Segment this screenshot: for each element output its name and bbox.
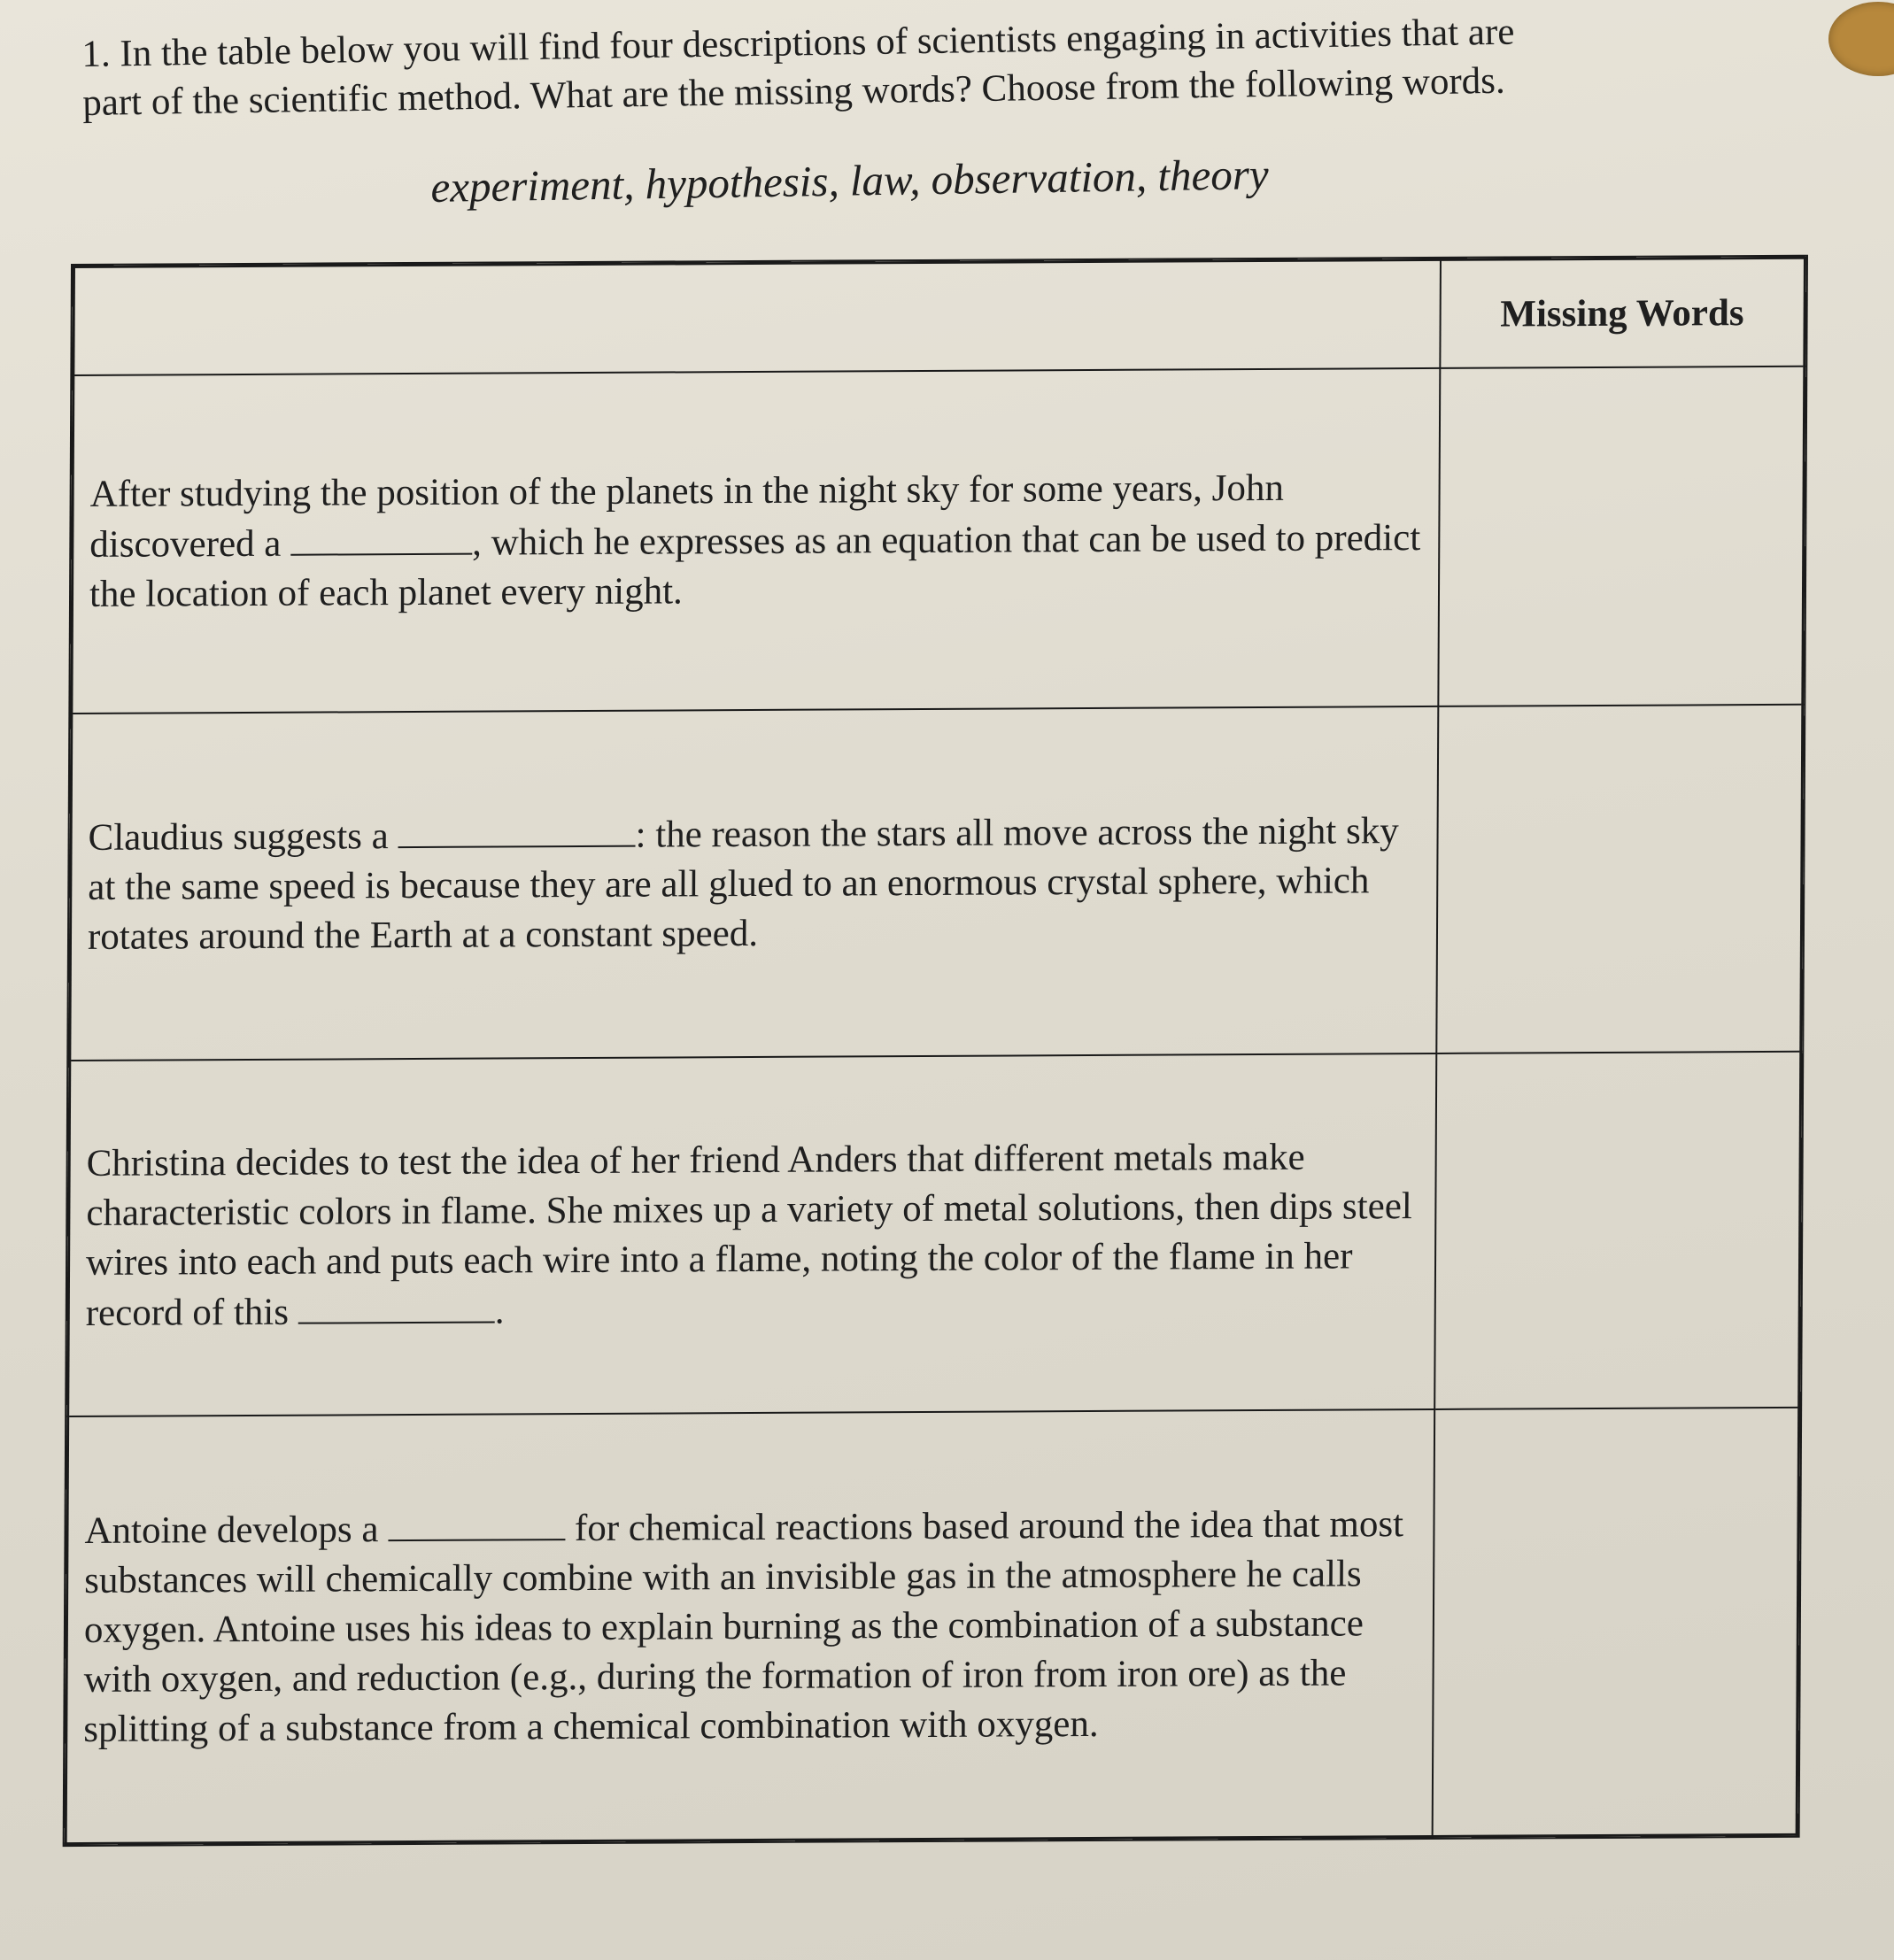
- missing-word-cell[interactable]: [1438, 367, 1805, 706]
- table-row: [72, 367, 1805, 714]
- answer-table-wrapper: [65, 257, 1806, 1845]
- table-row: [66, 1408, 1798, 1844]
- blank-line: [388, 1503, 565, 1541]
- description-cell: [70, 706, 1438, 1061]
- question-text: [81, 4, 1765, 127]
- table-row: [70, 705, 1803, 1061]
- description-text-after: .: [494, 1289, 505, 1332]
- blank-line: [290, 517, 472, 555]
- description-text-after: for chemical reactions based around the idea that most substances will chemically combine with an invisible gas in the atmosphere he calls oxygen. Antoine uses his ideas to explain burning as the combination of a substance with oxygen, and reduction (e.g., during the formation of iron from iron ore) as the splitting of a substance from a chemical combination with oxygen.: [83, 1502, 1404, 1750]
- description-header: [73, 259, 1441, 375]
- binder-hole: [1828, 2, 1894, 76]
- description-cell: [68, 1053, 1436, 1416]
- description-cell: [66, 1409, 1434, 1844]
- description-text-before: Claudius suggests a: [88, 814, 398, 859]
- missing-word-cell[interactable]: [1436, 705, 1803, 1053]
- description-text-before: Antoine develops a: [84, 1508, 389, 1552]
- missing-word-cell[interactable]: [1432, 1408, 1798, 1837]
- description-text-after: : the reason the stars all move across the night sky at the same speed is because they are all glued to an enormous crystal sphere, which rotates around the Earth at a constant speed.: [87, 809, 1399, 958]
- description-text-after: , which he expresses as an equation that can be used to predict the location of each planet every night.: [89, 516, 1421, 615]
- missing-words-header: Missing Words: [1440, 258, 1805, 368]
- missing-word-cell[interactable]: [1434, 1052, 1801, 1409]
- table-row: [68, 1052, 1801, 1416]
- description-text-before: Christina decides to test the idea of her friend Anders that different metals make characteristic colors in flame. She mixes up a variety of metal solutions, then dips steel wires into each and puts each wire into a flame, noting the color of the flame in her record of this: [85, 1136, 1412, 1334]
- question-line-1: 1. In the table below you will find four descriptions of scientists engaging in activities that are: [81, 11, 1515, 75]
- question-line-2: part of the scientific method. What are the missing words? Choose from the following words.: [81, 59, 1506, 124]
- blank-line: [398, 809, 636, 847]
- table-header-row: [73, 258, 1805, 375]
- word-choices: experiment, hypothesis, law, observation, theory: [430, 150, 1270, 212]
- description-text-before: After studying the position of the planets in the night sky for some years, John discovered a: [89, 467, 1285, 566]
- blank-line: [298, 1285, 495, 1323]
- description-cell: [72, 368, 1440, 714]
- answer-table: [65, 257, 1806, 1845]
